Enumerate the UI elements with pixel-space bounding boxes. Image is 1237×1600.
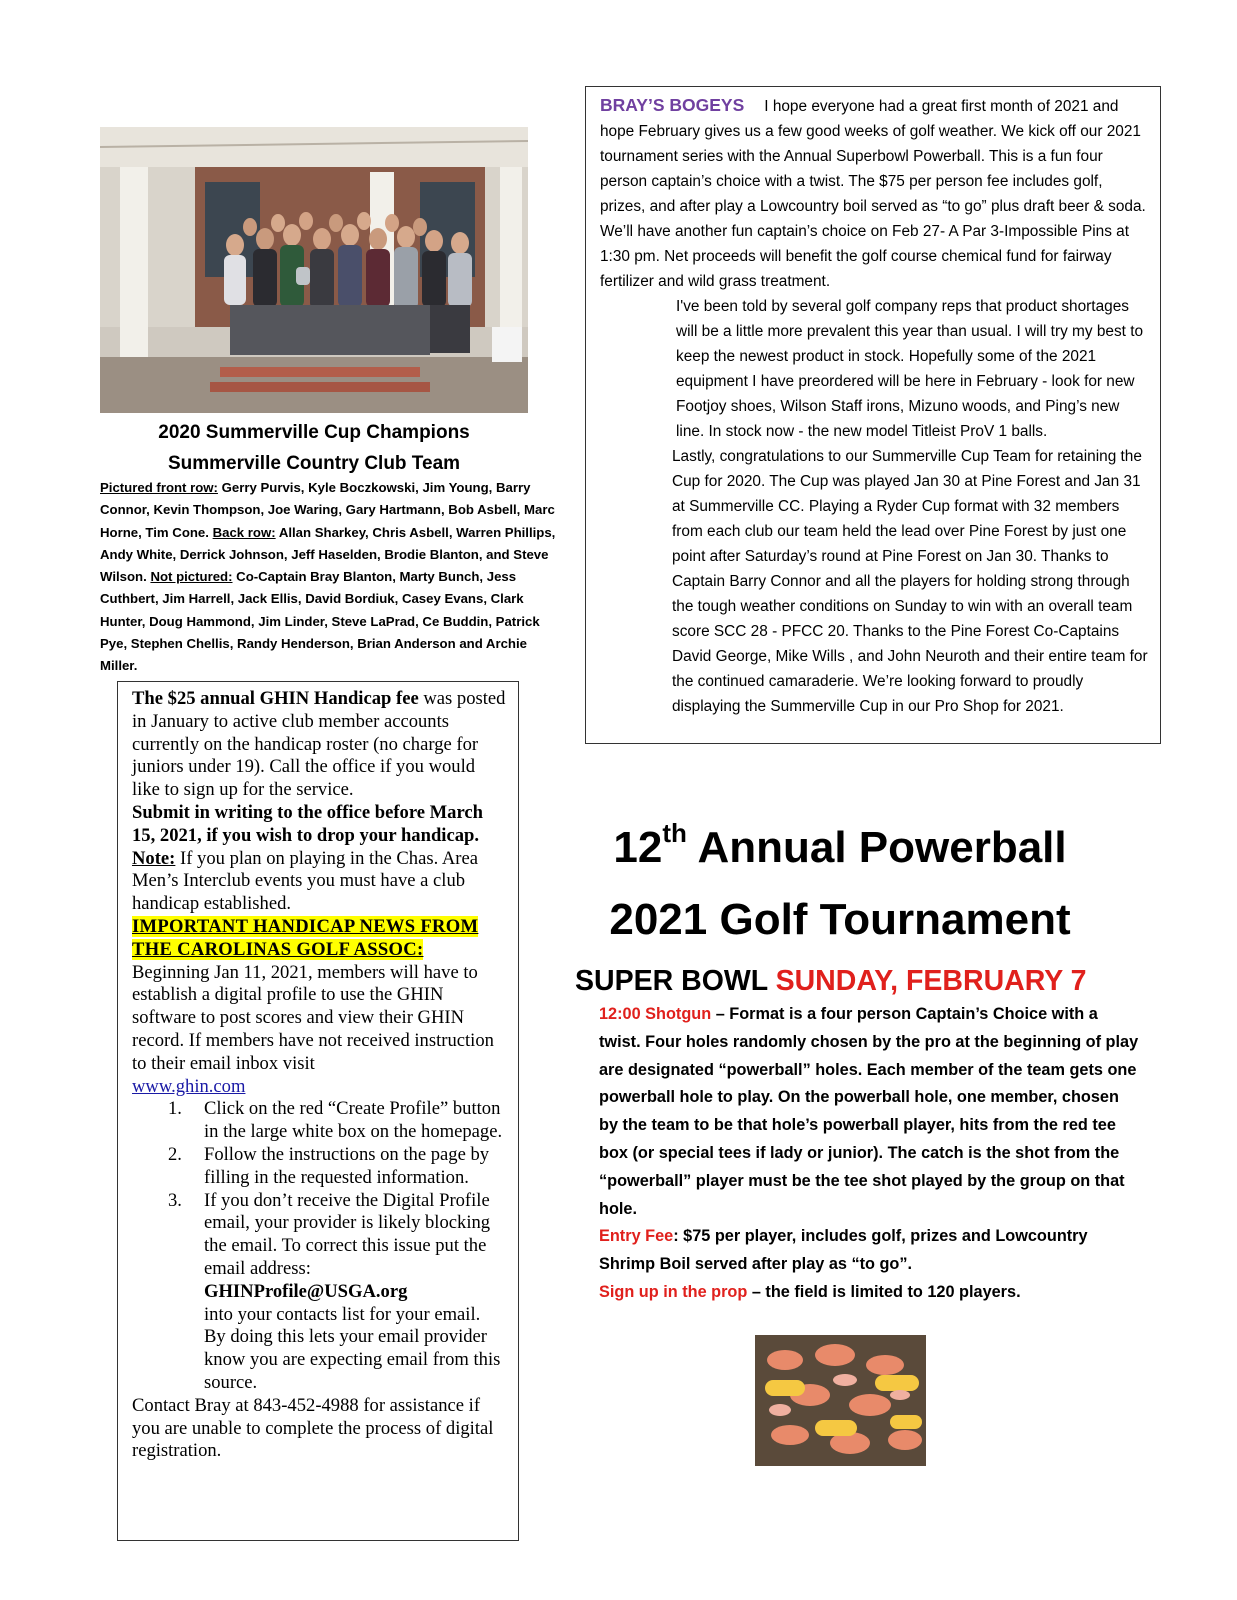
step-number: 1. [168, 1098, 182, 1120]
digital-profile-text: Beginning Jan 11, 2021, members will have to establish a digital profile to use the GHIN software to post scores and view their GHIN record. If members have not received instruction to their email inbox visit [132, 961, 494, 1074]
important-news-heading [132, 916, 506, 962]
powerball-title-line-2: 2021 Golf Tournament [609, 895, 1071, 944]
shotgun-label: 12:00 Shotgun [599, 1005, 712, 1023]
powerball-title [560, 812, 1120, 956]
bogeys-paragraph-1 [600, 93, 1150, 294]
entry-fee-paragraph [599, 1223, 1139, 1279]
powerball-title-line-1 [560, 812, 1120, 884]
step-number: 2. [168, 1143, 182, 1165]
entry-fee-text: : $75 per player, includes golf, prizes and Lowcountry Shrimp Boil served after play as “to go”. [599, 1227, 1088, 1274]
shrimp-boil-photo [755, 1335, 926, 1466]
caption-line-1: 2020 Summerville Cup Champions [158, 422, 470, 443]
step-number: 3. [168, 1189, 182, 1211]
note-text: If you plan on playing in the Chas. Area Men’s Interclub events you must have a club handicap established. [132, 847, 478, 915]
not-pictured-names: Co-Captain Bray Blanton, Marty Bunch, Jess Cuthbert, Jim Harrell, Jack Ellis, David Bordiuk, Casey Evans, Clark Hunter, Doug Hammond, Jim Linder, Steve LaPrad, Ce Buddin, Patrick Pye, Stephen Chellis, Randy Henderson, Brian Anderson and Archie Miller. [100, 569, 540, 674]
powerball-details [599, 1001, 1139, 1307]
important-news-highlight: IMPORTANT HANDICAP NEWS FROM THE CAROLINAS GOLF ASSOC: [132, 915, 479, 960]
ghin-steps-list [132, 1098, 506, 1394]
powerball-date [575, 962, 1135, 1000]
front-row-names: Gerry Purvis, Kyle Boczkowski, Jim Young, Barry Connor, Kevin Thompson, Joe Waring, Gary Hartmann, Bob Asbell, Marc Horne, Tim Cone. [100, 480, 555, 540]
team-roster [100, 477, 565, 678]
ghin-step [132, 1144, 506, 1190]
note-label: Note: [132, 847, 176, 869]
digital-profile-paragraph [132, 962, 506, 1099]
bogeys-text-1: I hope everyone had a great first month of 2021 and hope February gives us a few good weeks of golf weather. We kick off our 2021 tournament series with the Annual Superbowl Powerball. This is a fun four person captain’s choice with a twist. The $75 per person fee includes golf, prizes, and after play a Lowcountry boil served as “to go” plus draft beer & soda. We’ll have another fun captain’s choice on Feb 27- A Par 3-Impossible Pins at 1:30 pm. Net proceeds will benefit the golf course chemical fund for fairway fertilizer and wild grass treatment. [600, 98, 1146, 290]
ghin-fee-heading: The $25 annual GHIN Handicap fee [132, 688, 419, 709]
shotgun-paragraph [599, 1001, 1139, 1223]
caption-line-2: Summerville Country Club Team [167, 453, 461, 474]
ghin-note [132, 848, 506, 916]
bogeys-paragraph-2: I've been told by several golf company reps that product shortages will be a little more prevalent this year than usual. I will try my best to keep the newest product in stock. Hopefully some of the 2021 equipment I have preordered will be here in February - look for new Footjoy shoes, Wilson Staff irons, Mizuno woods, and Ping’s new line. In stock now - the new model Titleist ProV 1 balls. [676, 298, 1144, 440]
not-pictured-label: Not pictured: [150, 569, 233, 585]
ghin-fee-paragraph [132, 688, 506, 802]
bogeys-title: BRAY’S BOGEYS [600, 95, 745, 115]
front-row-label: Pictured front row: [100, 480, 218, 495]
shotgun-text: – Format is a four person Captain’s Choice with a twist. Four holes randomly chosen by the pro at the beginning of play are designated “powerball” holes. Each member of the team gets one powerball hole to play. On the powerball hole, one member, chosen by the team to be that hole’s powerball player, hits from the red tee box (or special tees if lady or junior). The catch is the shot from the “powerball” player must be the tee shot played by the group on that hole. [599, 1005, 1139, 1218]
ghin-contact: Contact Bray at 843-452-4988 for assistance if you are unable to complete the process of digital registration. [132, 1394, 494, 1462]
ghin-step [132, 1098, 506, 1144]
title-rest: Annual Powerball [686, 823, 1067, 872]
step-text: Click on the red “Create Profile” button in the large white box on the homepage. [204, 1098, 503, 1143]
ghin-step [132, 1190, 506, 1395]
signup-label: Sign up in the prop [599, 1282, 748, 1301]
bogeys-paragraph-3: Lastly, congratulations to our Summerville Cup Team for retaining the Cup for 2020. The Cup was played Jan 30 at Pine Forest and Jan 31 at Summerville CC. Playing a Ryder Cup format with 32 members from each club our team held the lead over Pine Forest by just one point after Saturday’s round at Pine Forest on Jan 30. Thanks to Captain Barry Connor and all the players for holding strong through the tough weather conditions on Sunday to win with an overall team score SCC 28 - PFCC 20. Thanks to the Pine Forest Co-Captains David George, Mike Wills , and John Neuroth and their entire team for the continued camaraderie. We’re looking forward to proudly displaying the Summerville Cup in our Pro Shop for 2021. [672, 448, 1148, 715]
signup-text: – the field is limited to 120 players. [747, 1282, 1021, 1301]
date-red: SUNDAY, FEBRUARY 7 [775, 965, 1087, 997]
step-text: Follow the instructions on the page by filling in the requested information. [204, 1143, 490, 1188]
ghin-handicap-box [117, 681, 519, 1541]
date-black: SUPER BOWL [575, 965, 776, 997]
step-text: If you don’t receive the Digital Profile email, your provider is likely blocking the email. To correct this issue put the email address: [204, 1189, 491, 1279]
step-text-continued: into your contacts list for your email. By doing this lets your email provider know you are expecting email from this source. [204, 1303, 501, 1393]
signup-paragraph [599, 1279, 1139, 1307]
ghin-website-link[interactable]: www.ghin.com [132, 1075, 246, 1097]
team-photo [100, 127, 528, 413]
entry-fee-label: Entry Fee [599, 1227, 674, 1246]
back-row-label: Back row: [212, 524, 276, 540]
back-row-names: Allan Sharkey, Chris Asbell, Warren Phillips, Andy White, Derrick Johnson, Jeff Haselden, Brodie Blanton, and Steve Wilson. [100, 524, 556, 585]
title-number: 12 [613, 823, 663, 872]
brays-bogeys-box [585, 86, 1161, 744]
ghin-email-address: GHINProfile@USGA.org [204, 1280, 408, 1302]
ghin-drop-deadline: Submit in writing to the office before March 15, 2021, if you wish to drop your handicap. [132, 801, 483, 846]
ghin-fee-text: was posted in January to active club member accounts currently on the handicap roster (no charge for juniors under 19). Call the office if you would like to sign up for the service. [132, 688, 506, 801]
title-ordinal: th [662, 818, 687, 848]
photo-caption [100, 417, 528, 479]
